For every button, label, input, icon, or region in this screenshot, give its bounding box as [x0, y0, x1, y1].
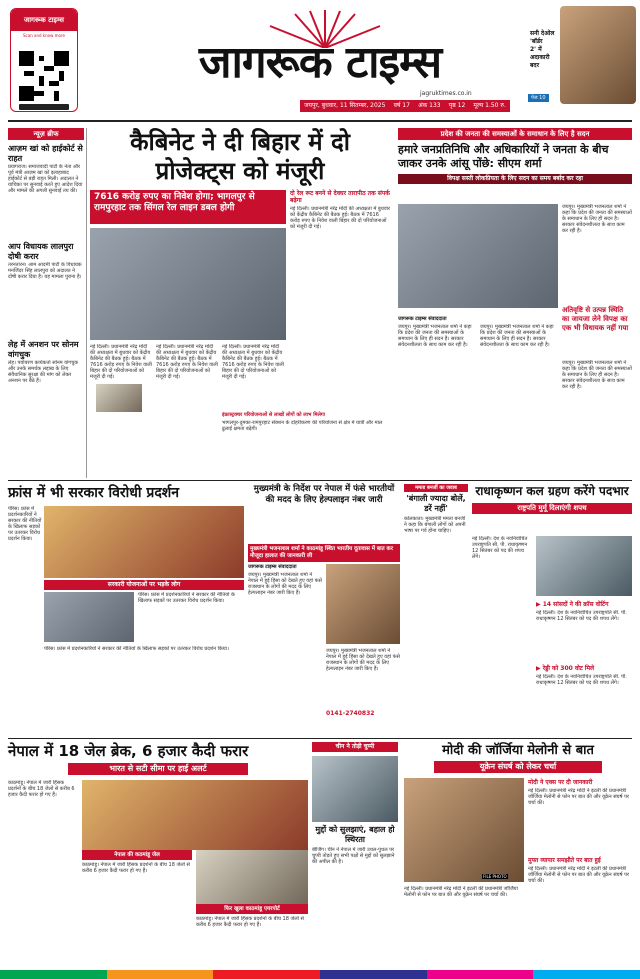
mamta-body: कोलकाता। मुख्यमंत्री ममता बनर्जी ने कहा कि बंगाली लोगों को अपनी भाषा पर गर्व होना चाहिए। [404, 516, 466, 534]
triangle-icon: ▶ [536, 601, 543, 608]
france-photo-2[interactable] [44, 592, 134, 642]
lead-byline: भागलपुर-दुमका-रामपुरहाट सेक्शन के दोहरीकरण की परियोजना से क्षेत्र में यात्री और माल ढुलाई क्षमता बढ़ेगी। [222, 420, 383, 432]
jailbreak-subhead: भारत से सटी सीमा पर हाई अलर्ट [68, 763, 248, 775]
info-bar [300, 100, 510, 112]
jailbreak-body-3: काठमांडू। नेपाल में जारी हिंसक प्रदर्शनों के बीच 18 जेलों से करीब 6 हजार कैदी फरार हो गए हैं। [196, 916, 304, 928]
news-brief-header: न्यूज़ ब्रीफ [8, 128, 84, 140]
vp-story[interactable] [472, 484, 632, 734]
helpline-body-1: जयपुर। मुख्यमंत्री भजनलाल शर्मा ने नेपाल में हुई हिंसा को देखते हुए वहां फंसे राजस्थान के लोगों की मदद के लिए हेल्पलाइन नंबर जारी किए हैं। [248, 572, 322, 596]
cm-body-3: जयपुर। मुख्यमंत्री भजनलाल शर्मा ने कहा कि प्रदेश की जनता की समस्याओं के समाधान के लिए ही सदन है। सरकार संवेदनशीलता के साथ काम कर रही है। [562, 360, 632, 390]
lead-story[interactable] [90, 128, 390, 478]
cm-body-1: जयपुर। मुख्यमंत्री भजनलाल शर्मा ने कहा कि प्रदेश की जनता की समस्याओं के समाधान के लिए ही सदन है। सरकार संवेदनशीलता के साथ काम कर रही है। [398, 324, 472, 348]
jailbreak-photo-2[interactable] [196, 850, 308, 904]
website[interactable]: jagruktimes.co.in [420, 90, 472, 97]
cm-photo[interactable] [398, 204, 558, 308]
modi-body: नई दिल्ली। प्रधानमंत्री नरेंद्र मोदी ने इटली की प्रधानमंत्री जॉर्जिया मेलोनी से फोन पर बात की और यूक्रेन संघर्ष पर चर्चा की। [404, 886, 518, 898]
brief-item[interactable] [8, 340, 84, 432]
triangle-icon: ▶ [536, 665, 543, 672]
brief-title: आप विधायक लालपुरा दोषी करार [8, 242, 74, 261]
modi-side-body: नई दिल्ली। प्रधानमंत्री नरेंद्र मोदी ने इटली की प्रधानमंत्री जॉर्जिया मेलोनी से फोन पर बात की और यूक्रेन संघर्ष पर चर्चा की। [528, 788, 629, 806]
brief-body: लेह। पर्यावरण कार्यकर्ता सोनम वांगचुक और उनके समर्थक लद्दाख के लिए संवैधानिक सुरक्षा की मांग को लेकर अनशन पर बैठे हैं। [8, 360, 79, 384]
vp-body-3: नई दिल्ली। देश के नवनिर्वाचित उपराष्ट्रपति सी. पी. राधाकृष्णन 12 सितंबर को पद की शपथ लेंगे। [536, 674, 627, 686]
promo-text [530, 30, 570, 70]
footer-segment [427, 970, 534, 979]
promo-page[interactable]: पेज 10 [528, 94, 549, 102]
promo-photo[interactable] [560, 6, 636, 104]
brief-body: प्रयागराज। समाजवादी पार्टी के नेता और पूर्व मंत्री आज़म खां को इलाहाबाद हाईकोर्ट से बड़ी राहत मिली। अदालत ने याचिका पर सुनवाई करते हुए आदेश दिया और मामले की अगली सुनवाई तय की। [8, 164, 83, 194]
brief-item[interactable] [8, 144, 84, 236]
china-story[interactable] [312, 742, 398, 966]
vp-point-2-text: रेड्डी को 300 वोट मिले [542, 665, 595, 672]
jailbreak-photo-1[interactable] [82, 780, 308, 850]
promo-line-2: 'बॉर्डर [530, 38, 543, 45]
cm-headline: हमारे जनप्रतिनिधि और अधिकारियों ने जनता के बीच जाकर उनके आंसू पोंछे: सीएम शर्मा [398, 143, 609, 170]
france-headline: फ्रांस में भी सरकार विरोधी प्रदर्शन [8, 485, 180, 501]
modi-side-title-2: मुफ्त व्यापार समझौते पर बात हुई [528, 857, 601, 864]
helpline-body-2: जयपुर। मुख्यमंत्री भजनलाल शर्मा ने नेपाल में हुई हिंसा को देखते हुए वहां फंसे राजस्थान के लोगों की मदद के लिए हेल्पलाइन नंबर जारी किए हैं। [326, 648, 400, 672]
vp-body: नई दिल्ली। देश के नवनिर्वाचित उपराष्ट्रपति सी. पी. राधाकृष्णन 12 सितंबर को पद की शपथ लेंगे। [472, 536, 528, 560]
lead-side-body: नई दिल्ली। प्रधानमंत्री नरेंद्र मोदी की अध्यक्षता में बुधवार को केंद्रीय कैबिनेट की बैठक हुई। बैठक में 7616 करोड़ रुपए के निवेश वाली बिहार की दो परियोजनाओं को मंजूरी दी गई। [290, 206, 390, 230]
date-line: जयपुर, बुधवार, 11 सितम्बर, 2025 [304, 102, 386, 109]
modi-photo[interactable] [404, 778, 524, 882]
lead-body-3: नई दिल्ली। प्रधानमंत्री नरेंद्र मोदी की अध्यक्षता में बुधवार को केंद्रीय कैबिनेट की बैठक हुई। बैठक में 7616 करोड़ रुपए के निवेश वाली बिहार की दो परियोजनाओं को मंजूरी दी गई। [222, 344, 284, 380]
cm-story[interactable] [398, 128, 632, 478]
nepal-helpline-story[interactable] [248, 484, 400, 734]
cm-side-body: जयपुर। मुख्यमंत्री भजनलाल शर्मा ने कहा कि प्रदेश की जनता की समस्याओं के समाधान के लिए ही सदन है। सरकार संवेदनशीलता के साथ काम कर रही है। [562, 204, 632, 234]
france-story[interactable] [8, 484, 244, 734]
cm-banner: प्रदेश की जनता की समस्याओं के समाधान के लिए है सदन [398, 128, 632, 140]
china-photo[interactable] [312, 756, 398, 822]
price: मूल्य 1.50 रु. [473, 102, 506, 109]
brief-item[interactable] [8, 242, 84, 334]
jailbreak-body-2: काठमांडू। नेपाल में जारी हिंसक प्रदर्शनों के बीच 18 जेलों से करीब 6 हजार कैदी फरार हो गए हैं। [82, 862, 190, 874]
footer-segment [320, 970, 427, 979]
modi-story[interactable] [404, 742, 632, 966]
promo-line-5: बदर [530, 62, 540, 69]
cm-quote: अतिवृष्टि से उत्पन्न स्थिति का जायजा लेने विपक्ष का एक भी विधायक नहीं गया [562, 306, 629, 332]
helpline-photo[interactable] [326, 564, 400, 644]
lead-headline: कैबिनेट ने दी बिहार में दो प्रोजेक्ट्स को मंजूरी [130, 128, 350, 185]
paper-title: जागरूक टाइम्स [198, 37, 442, 88]
lead-photo[interactable] [90, 228, 286, 340]
france-body: पेरिस। फ्रांस में प्रदर्शनकारियों ने सरकार की नीतियों के खिलाफ सड़कों पर उतरकर विरोध प्रदर्शन किया। [8, 506, 42, 542]
qr-code-icon[interactable] [19, 51, 69, 101]
photo-credit: FILE PHOTO [483, 874, 507, 879]
helpline-byline: जागरूक टाइम्स संवाददाता [248, 564, 297, 570]
row-divider [8, 738, 632, 739]
masthead-divider [8, 120, 632, 122]
row-divider [8, 480, 632, 481]
issue: अंक 133 [418, 102, 441, 109]
column-divider [86, 128, 87, 478]
jailbreak-caption-2: फिर खुला काठमांडू एयरपोर्ट [196, 904, 308, 914]
vp-headline: राधाकृष्णन कल ग्रहण करेंगे पदभार [475, 484, 629, 498]
mamta-story[interactable] [404, 484, 468, 734]
footer-segment [533, 970, 640, 979]
france-body-2: पेरिस। फ्रांस में प्रदर्शनकारियों ने सरकार की नीतियों के खिलाफ सड़कों पर उतरकर विरोध प्रदर्शन किया। [138, 592, 235, 604]
app-store-icons[interactable] [19, 104, 69, 110]
brief-title: आज़म खां को हाईकोर्ट से राहत [8, 144, 83, 163]
jailbreak-story[interactable] [8, 742, 308, 966]
modi-headline: मोदी की जॉर्जिया मेलोनी से बात [442, 743, 594, 758]
footer-segment [213, 970, 320, 979]
promo-line-3: 2' में [530, 46, 542, 53]
cm-byline: जागरूक टाइम्स संवाददाता [398, 316, 447, 322]
vp-point-1-text: 14 सांसदों ने की क्रॉस वोटिंग [542, 601, 609, 608]
jailbreak-headline: नेपाल में 18 जेल ब्रेक, 6 हजार कैदी फरार [8, 742, 249, 760]
vp-body-2: नई दिल्ली। देश के नवनिर्वाचित उपराष्ट्रपति सी. पी. राधाकृष्णन 12 सितंबर को पद की शपथ लेंगे। [536, 610, 627, 622]
jailbreak-caption-1: नेपाल की कठमांडू जेल [82, 850, 192, 860]
modi-side-title: मोदी ने एक्स पर दी जानकारी [528, 779, 593, 786]
china-body: बीजिंग। चीन ने नेपाल में जारी उथल-पुथल पर चुप्पी तोड़ते हुए सभी पक्षों से मुद्दों को सुलझाने की अपील की है। [312, 847, 395, 865]
jailbreak-body: काठमांडू। नेपाल में जारी हिंसक प्रदर्शनों के बीच 18 जेलों से करीब 6 हजार कैदी फरार हो गए हैं। [8, 780, 75, 798]
lead-side-title: दो रेल रूट बनने से देवघर तारापीठ तक संपर्क बढ़ेगा [290, 190, 390, 204]
lead-inset-photo[interactable] [96, 384, 142, 412]
lead-body-2: नई दिल्ली। प्रधानमंत्री नरेंद्र मोदी की अध्यक्षता में बुधवार को केंद्रीय कैबिनेट की बैठक हुई। बैठक में 7616 करोड़ रुपए के निवेश वाली बिहार की दो परियोजनाओं को मंजूरी दी गई। [156, 344, 218, 380]
brief-body: तरनतारन। आम आदमी पार्टी के विधायक मनजिंदर सिंह लालपुरा को अदालत ने दोषी करार दिया है। यह मामला पुराना है। [8, 262, 82, 280]
modi-side-body-2: नई दिल्ली। प्रधानमंत्री नरेंद्र मोदी ने इटली की प्रधानमंत्री जॉर्जिया मेलोनी से फोन पर बात की और यूक्रेन संघर्ष पर चर्चा की। [528, 866, 629, 884]
qr-box[interactable] [10, 8, 78, 112]
small-tag: Scan and know more [23, 33, 65, 38]
france-body-3: पेरिस। फ्रांस में प्रदर्शनकारियों ने सरकार की नीतियों के खिलाफ सड़कों पर उतरकर विरोध प्रदर्शन किया। [44, 646, 229, 652]
year: वर्ष 17 [393, 102, 410, 109]
cm-sub-banner: विपक्ष सस्ती लोकप्रियता के लिए सदन का समय बर्बाद कर रहा [398, 174, 632, 184]
lead-sub-caption: इंफ्रास्ट्रक्चर परियोजनाओं से लाखों लोगों को लाभ मिलेगा [222, 412, 325, 418]
news-brief-column [8, 128, 84, 478]
mamta-headline: 'बंगाली ज्यादा बोलें, डरें नहीं' [406, 494, 466, 513]
promo-line-1: सनी देओल [530, 30, 555, 37]
masthead [0, 0, 640, 120]
pages: पृष्ठ 12 [448, 102, 466, 109]
modi-subhead: यूक्रेन संघर्ष को लेकर चर्चा [434, 761, 602, 773]
lead-body: नई दिल्ली। प्रधानमंत्री नरेंद्र मोदी की अध्यक्षता में बुधवार को केंद्रीय कैबिनेट की बैठक हुई। बैठक में 7616 करोड़ रुपए के निवेश वाली बिहार की दो परियोजनाओं को मंजूरी दी गई। [90, 344, 152, 380]
vp-point-2 [536, 664, 632, 672]
helpline-headline: मुख्यमंत्री के निर्देश पर नेपाल में फंसे भारतीयों की मदद के लिए हेल्पलाइन नंबर जारी [253, 484, 395, 505]
helpline-number[interactable]: 0141-2740832 [326, 710, 375, 717]
footer-segment [107, 970, 214, 979]
footer-segment [0, 970, 107, 979]
footer-color-strip [0, 970, 640, 979]
lead-subhead: 7616 करोड़ रुपए का निवेश होगा; भागलपुर से रामपुरहाट तक सिंगल रेल लाइन डबल होगी [90, 190, 286, 224]
france-photo[interactable] [44, 506, 244, 578]
cm-body-2: जयपुर। मुख्यमंत्री भजनलाल शर्मा ने कहा कि प्रदेश की जनता की समस्याओं के समाधान के लिए ही सदन है। सरकार संवेदनशीलता के साथ काम कर रही है। [480, 324, 554, 348]
brief-title: लेह में अनशन पर सोनम वांगचुक [8, 340, 79, 359]
france-caption: सरकारी योजनाओं पर भड़के लोग [44, 580, 244, 590]
small-logo: जागरूक टाइम्स [11, 9, 77, 31]
mamta-tag: ममता बनर्जी का जवाब [404, 484, 468, 492]
vp-point-1 [536, 600, 632, 608]
vp-photo[interactable] [536, 536, 632, 596]
helpline-subhead: मुख्यमंत्री भजनलाल शर्मा ने काठमांडू स्थित भारतीय दूतावास में बात कर मौजूदा हालात की जानकारी ली [248, 544, 400, 562]
vp-banner: राष्ट्रपति मुर्मू दिलाएंगी शपथ [472, 503, 632, 514]
promo-line-4: अदाकारी [530, 54, 550, 61]
china-headline: मुद्दों को सुलझाएं, बहाल हो स्थिरता [315, 825, 395, 844]
china-tag: चीन ने तोड़ी चुप्पी [312, 742, 398, 752]
